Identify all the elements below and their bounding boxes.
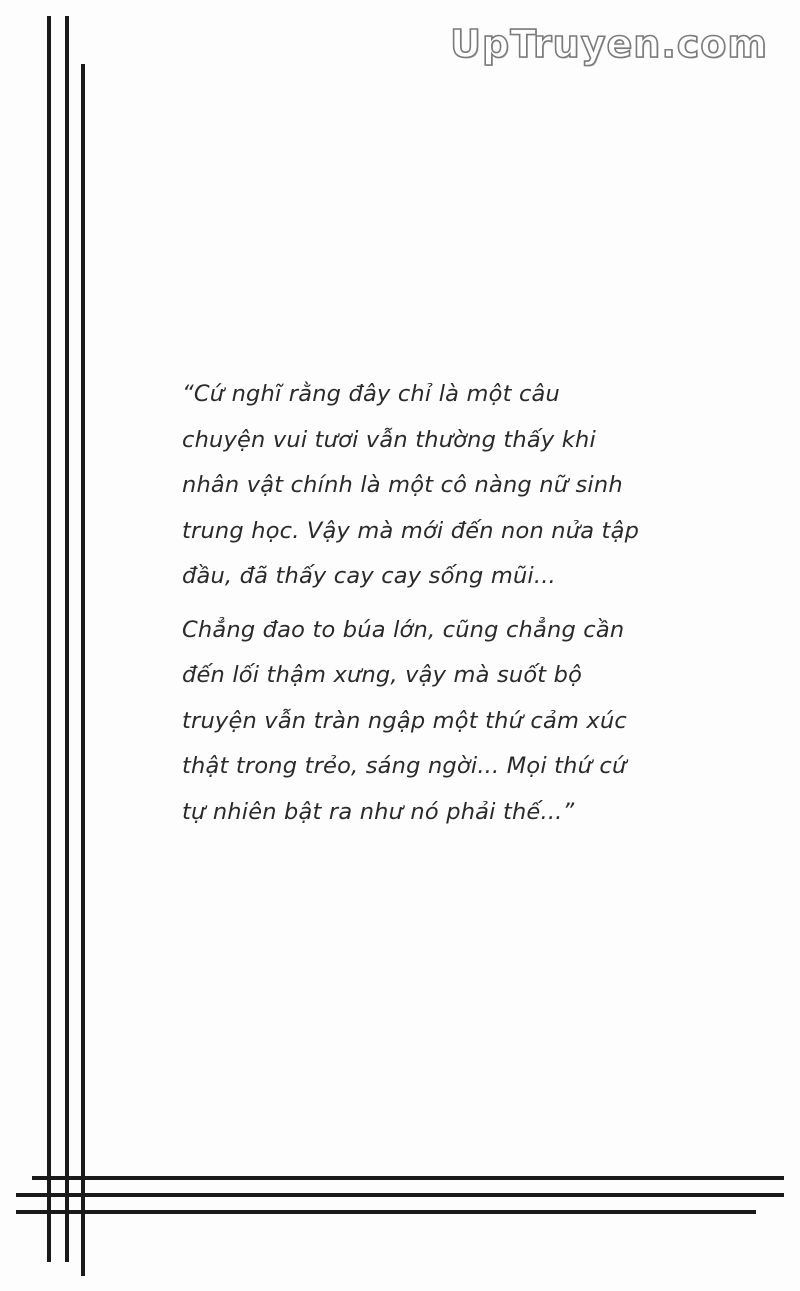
quote-line: truyện vẫn tràn ngập một thứ cảm xúc xyxy=(182,707,627,734)
quote-line: tự nhiên bật ra như nó phải thế...” xyxy=(182,798,575,825)
frame-horizontal-line-2 xyxy=(16,1193,784,1197)
frame-horizontal-line-1 xyxy=(32,1176,784,1180)
frame-vertical-line-2 xyxy=(65,16,69,1262)
frame-horizontal-line-3 xyxy=(16,1210,756,1214)
quote-block xyxy=(182,372,652,835)
quote-line: đầu, đã thấy cay cay sống mũi... xyxy=(182,563,556,589)
quote-paragraph-2 xyxy=(182,608,652,836)
quote-line: nhân vật chính là một cô nàng nữ sinh xyxy=(182,472,623,498)
watermark-logo: UpTruyen.com xyxy=(450,22,768,66)
quote-line: Chẳng đao to búa lớn, cũng chẳng cần xyxy=(182,616,625,643)
quote-line: trung học. Vậy mà mới đến non nửa tập xyxy=(182,517,640,544)
quote-line: “Cứ nghĩ rằng đây chỉ là một câu xyxy=(182,381,560,407)
quote-paragraph-1 xyxy=(182,372,652,600)
frame-vertical-line-1 xyxy=(47,16,51,1262)
frame-vertical-line-3 xyxy=(81,64,85,1276)
quote-line: đến lối thậm xưng, vậy mà suốt bộ xyxy=(182,662,583,688)
quote-line: thật trong trẻo, sáng ngời... Mọi thứ cứ xyxy=(182,753,627,779)
quote-line: chuyện vui tươi vẫn thường thấy khi xyxy=(182,426,596,453)
